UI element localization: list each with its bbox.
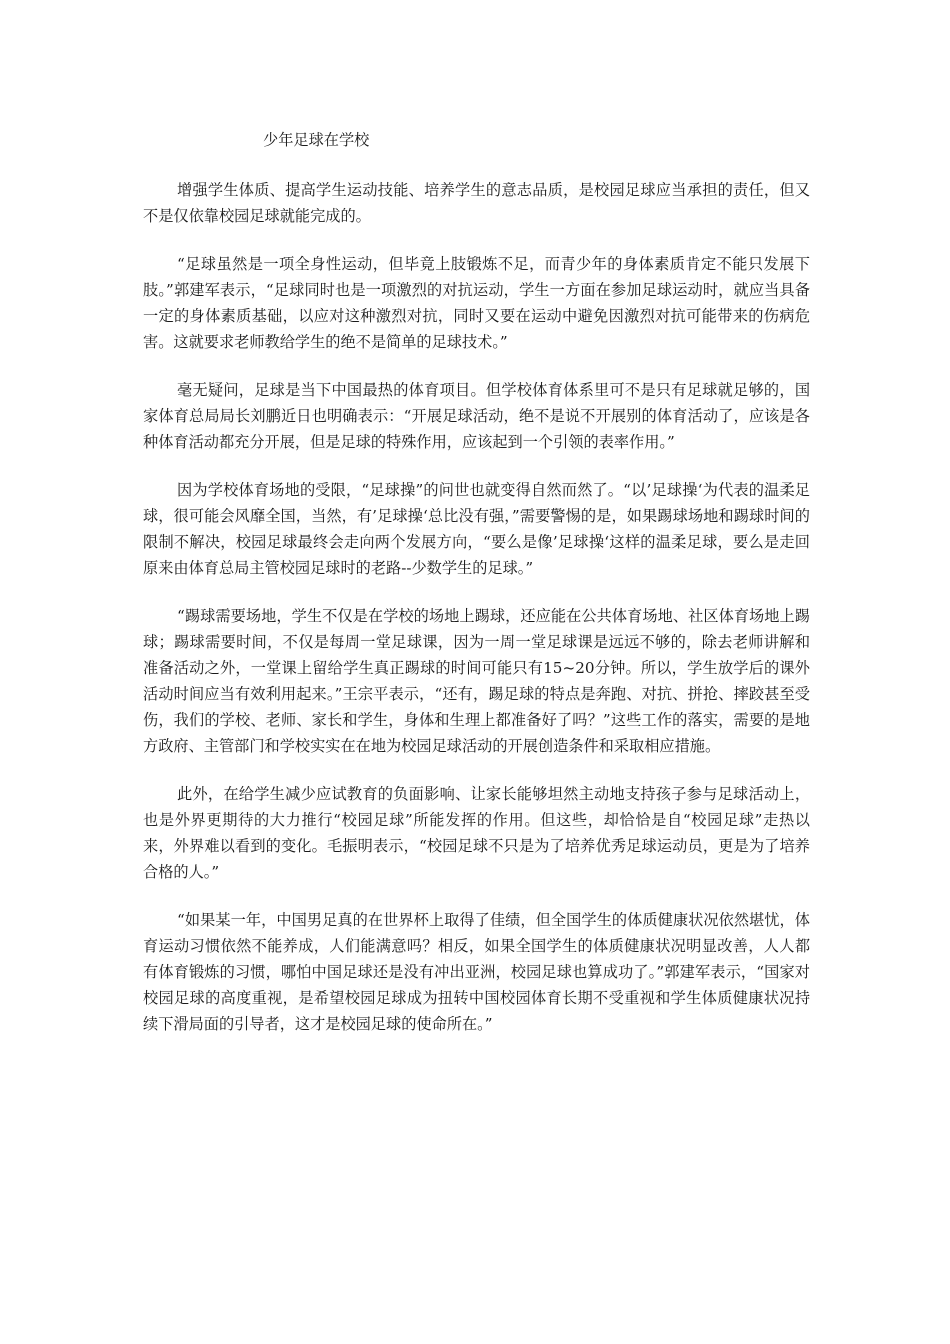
paragraph: 因为学校体育场地的受限，“足球操”的问世也就变得自然而然了。“以’足球操‘为代表的温柔足球，很可能会风靡全国，当然，有’足球操‘总比没有强，”需要警惕的是，如果踢球场地和踢球时间的限制不解决，校园足球最终会走向两个发展方向，“要么是像’足球操‘这样的温柔足球，要么是走回原来由体育总局主管校园足球时的老路--少数学生的足球。” bbox=[143, 481, 810, 577]
paragraph: “如果某一年，中国男足真的在世界杯上取得了佳绩，但全国学生的体质健康状况依然堪忧，体育运动习惯依然不能养成，人们能满意吗？相反，如果全国学生的体质健康状况明显改善，人人都有体育锻炼的习惯，哪怕中国足球还是没有冲出亚洲，校园足球也算成功了。”郭建军表示，“国家对校园足球的高度重视，是希望校园足球成为扭转中国校园体育长期不受重视和学生体质健康状况持续下滑局面的引导者，这才是校园足球的使命所在。” bbox=[143, 911, 810, 1033]
document-body bbox=[143, 127, 810, 1059]
paragraph: “足球虽然是一项全身性运动，但毕竟上肢锻炼不足，而青少年的身体素质肯定不能只发展下肢。”郭建军表示，“足球同时也是一项激烈的对抗运动，学生一方面在参加足球运动时，就应当具备一定的身体素质基础，以应对这种激烈对抗，同时又要在运动中避免因激烈对抗可能带来的伤病危害。这就要求老师教给学生的绝不是简单的足球技术。” bbox=[143, 255, 810, 351]
paragraph: 增强学生体质、提高学生运动技能、培养学生的意志品质，是校园足球应当承担的责任，但又不是仅依靠校园足球就能完成的。 bbox=[143, 181, 810, 225]
paragraph: 此外，在给学生减少应试教育的负面影响、让家长能够坦然主动地支持孩子参与足球活动上，也是外界更期待的大力推行“校园足球”所能发挥的作用。但这些，却恰恰是自“校园足球”走热以来，外界难以看到的变化。毛振明表示，“校园足球不只是为了培养优秀足球运动员，更是为了培养合格的人。” bbox=[143, 785, 810, 881]
document-title: 少年足球在学校 bbox=[263, 131, 370, 149]
paragraph: 毫无疑问，足球是当下中国最热的体育项目。但学校体育体系里可不是只有足球就足够的，国家体育总局局长刘鹏近日也明确表示：“开展足球活动，绝不是说不开展别的体育活动了，应该是各种体育活动都充分开展，但是足球的特殊作用，应该起到一个引领的表率作用。” bbox=[143, 381, 810, 451]
paragraph: “踢球需要场地，学生不仅是在学校的场地上踢球，还应能在公共体育场地、社区体育场地上踢球；踢球需要时间，不仅是每周一堂足球课，因为一周一堂足球课是远远不够的，除去老师讲解和准备活动之外，一堂课上留给学生真正踢球的时间可能只有15~20分钟。所以，学生放学后的课外活动时间应当有效利用起来。”王宗平表示，“还有，踢足球的特点是奔跑、对抗、拼抢、摔跤甚至受伤，我们的学校、老师、家长和学生，身体和生理上都准备好了吗？”这些工作的落实，需要的是地方政府、主管部门和学校实实在在地为校园足球活动的开展创造条件和采取相应措施。 bbox=[143, 607, 810, 755]
